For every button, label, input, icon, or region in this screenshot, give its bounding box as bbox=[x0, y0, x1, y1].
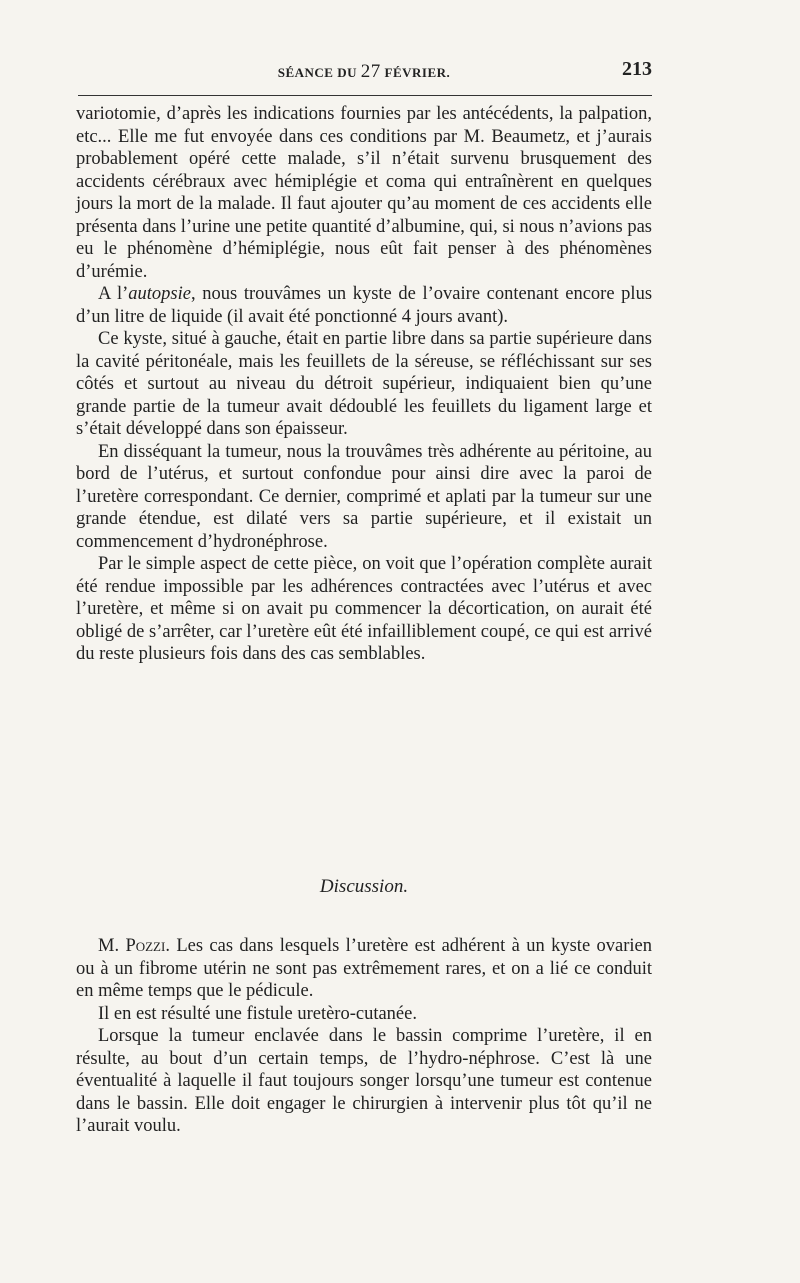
running-head-prefix: SÉANCE DU bbox=[277, 65, 361, 80]
paragraph-2-rest: , nous trouvâmes un kyste de l’ovaire contenant encore plus d’un litre de liquide (il avait été ponctionné 4 jours avant). bbox=[76, 284, 653, 327]
discussion-paragraph-2: Il en est résulté une fistule uretèro-cutanée. bbox=[98, 1003, 417, 1024]
discussion-paragraph-1 bbox=[76, 935, 652, 1003]
paragraph-4: En disséquant la tumeur, nous la trouvâmes très adhérente au péritoine, au bord de l’utérus, et surtout confondue pour ainsi dire avec la paroi de l’uretère correspondant. Ce dernier, comprimé et aplati par la tumeur sur une grande étendue, est dilaté vers sa partie supérieure, et il existait un commencement d’hydronéphrose. bbox=[76, 441, 652, 552]
discussion-paragraph-3: Lorsque la tumeur enclavée dans le bassin comprime l’uretère, il en résulte, au bout d’un certain temps, de l’hydro-néphrose. C’est là une éventualité à laquelle il faut toujours songer lorsqu’une tumeur est contenue dans le bassin. Elle doit engager le chirurgien à intervenir plus tôt qu’il ne l’aurait voulu. bbox=[76, 1026, 652, 1136]
section-heading: Discussion. bbox=[319, 876, 409, 897]
paragraph-2 bbox=[76, 283, 652, 328]
page-number: 213 bbox=[622, 58, 652, 80]
discussion-paragraph-1-text: Les cas dans lesquels l’uretère est adhérent à un kyste ovarien ou à un fibrome utérin ne sont pas extrêmement rares, et on a lié ce conduit en même temps que le pédicule. bbox=[76, 936, 652, 1001]
discussion-text bbox=[76, 935, 652, 1138]
running-head-month: FÉVRIER. bbox=[380, 65, 451, 80]
running-head-day: 27 bbox=[360, 61, 381, 82]
paragraph-3: Ce kyste, situé à gauche, était en partie libre dans sa partie supérieure dans la cavité péritonéale, mais les feuillets de la séreuse, se réfléchissant sur ses côtés et surtout au niveau du détroit supérieur, indiquaient bien qu’une grande partie de la tumeur avait dédoublé les feuillets du ligament large et s’était développé dans son épaisseur. bbox=[76, 329, 652, 439]
speaker-name: M. Pozzi. bbox=[98, 936, 170, 956]
running-head-title bbox=[76, 61, 652, 83]
paragraph-1: variotomie, d’après les indications fournies par les antécédents, la palpation, etc... Elle me fut envoyée dans ces conditions par M. Beaumetz, et j’aurais probablement opéré cette malade, s’il n’était survenu brusquement des accidents cérébraux avec hémiplégie et coma qui entraînèrent en quelques jours la mort de la malade. Il faut ajouter qu’au moment de ces accidents elle présenta dans l’urine une petite quantité d’albumine, qui, si nous n’avions pas eu le phénomène d’hémiplégie, nous eût fait penser à des phénomènes d’urémie. bbox=[76, 104, 652, 282]
header-rule bbox=[78, 95, 652, 96]
main-text bbox=[76, 103, 652, 666]
paragraph-5: Par le simple aspect de cette pièce, on voit que l’opération complète aurait été rendue impossible par les adhérences contractées avec l’utérus et avec l’uretère, et même si on avait pu commencer la décortication, on aurait été obligé de s’arrêter, car l’uretère eût été infailliblement coupé, ce qui est arrivé du reste plusieurs fois dans des cas semblables. bbox=[76, 554, 652, 664]
paragraph-2-italic: autopsie bbox=[128, 284, 191, 304]
paragraph-2-lead: A l’ bbox=[98, 284, 129, 304]
running-head bbox=[76, 58, 652, 82]
